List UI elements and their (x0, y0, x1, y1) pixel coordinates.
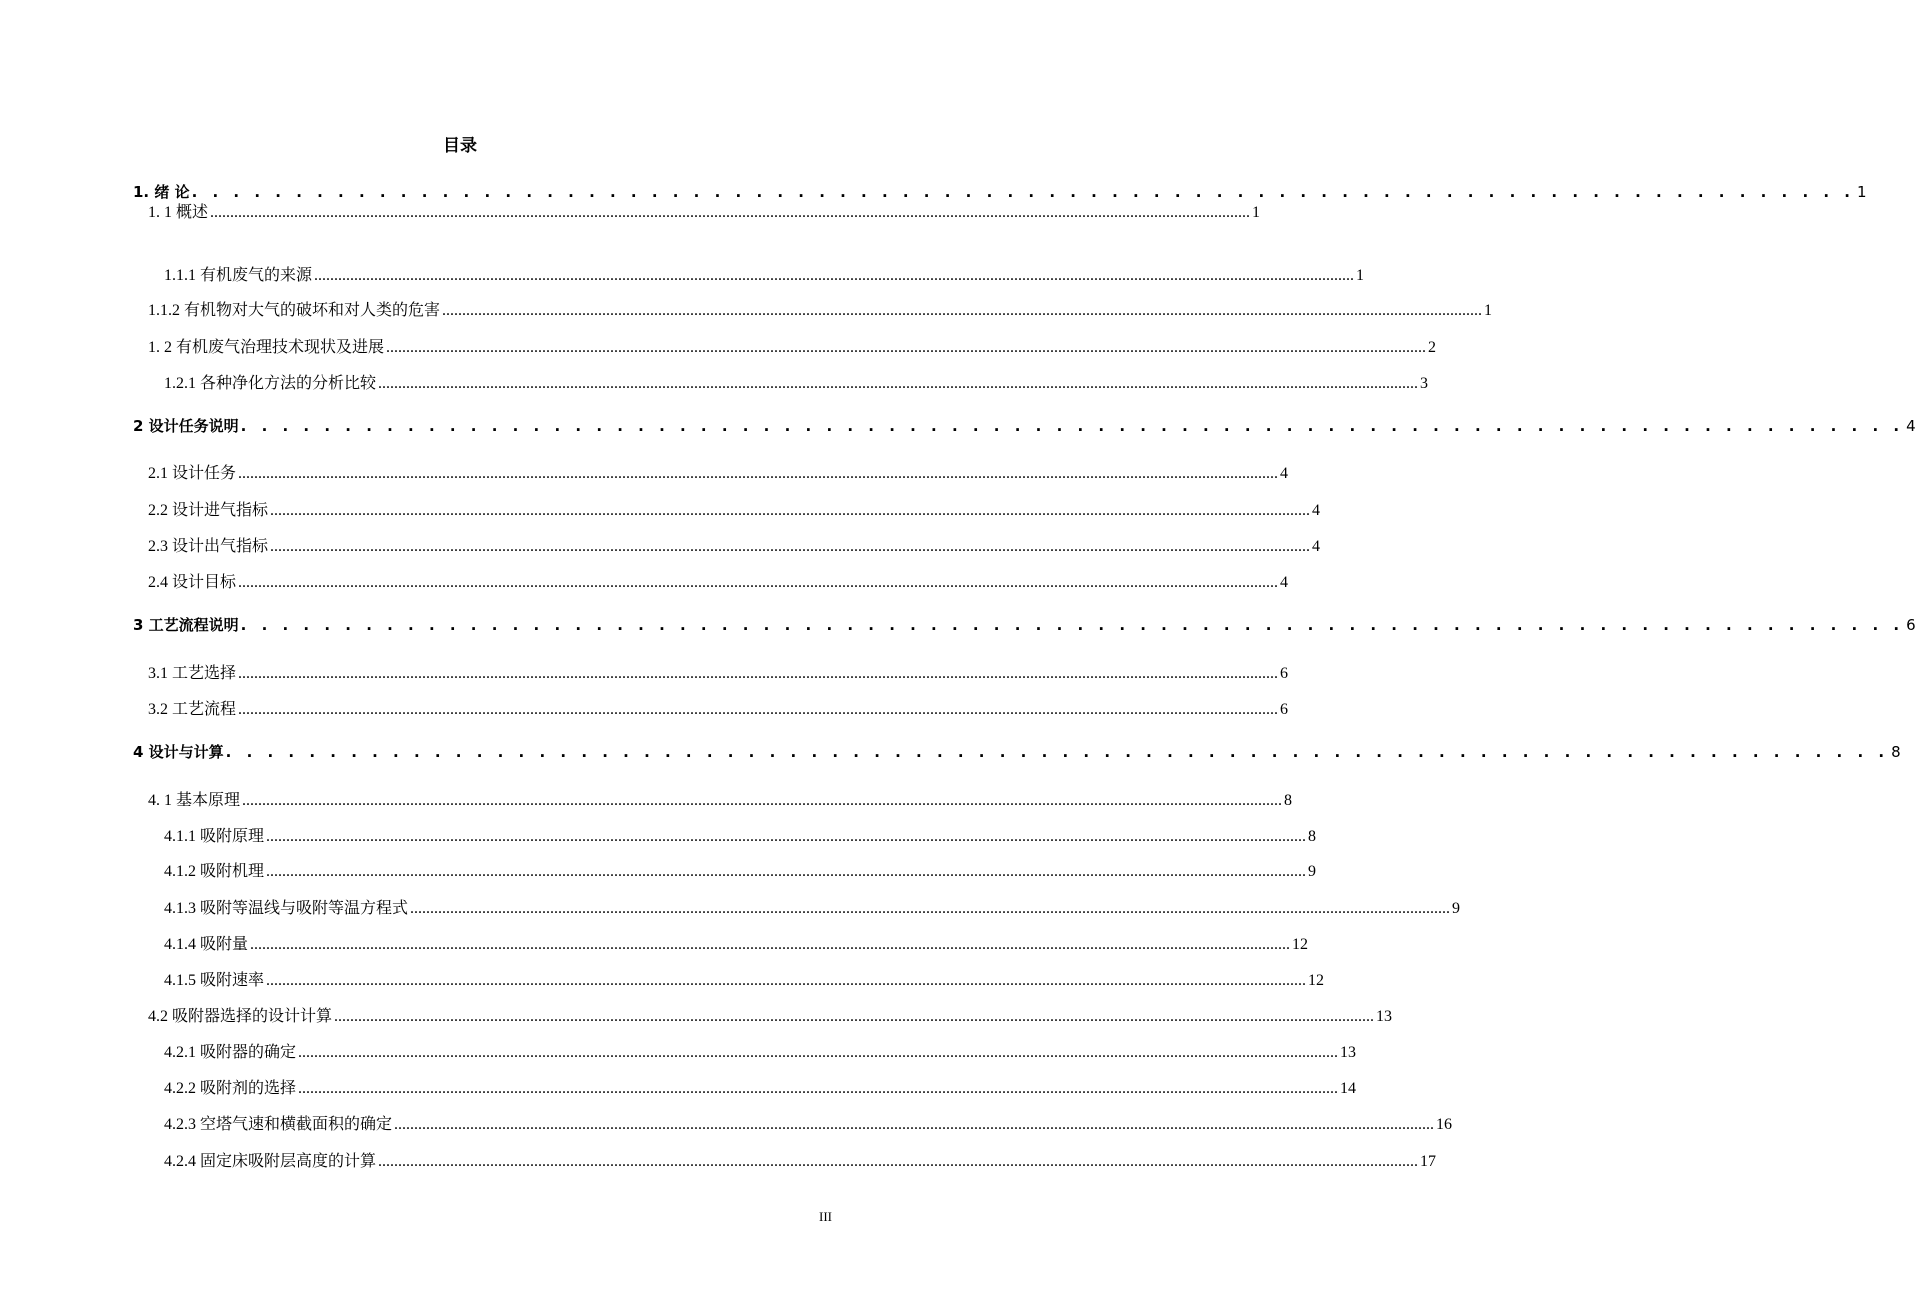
toc-entry-page: 4 (1312, 502, 1321, 519)
toc-entry-label: 4.2 吸附器选择的设计计算 (148, 1008, 333, 1025)
toc-title: 目录 (443, 136, 477, 156)
toc-leader-dots: .................................................................................................................................................................................................................................................................... (266, 828, 1307, 845)
toc-leader-dots: .................................................................................................................................................................................................................................................................... (298, 1044, 1339, 1061)
toc-entry-label: 3 工艺流程说明 (133, 616, 239, 634)
toc-leader-dots: .................................................................................................................................................................................................................................................................... (210, 204, 1251, 221)
toc-entry[interactable] (164, 823, 1317, 846)
toc-entry[interactable] (164, 967, 1325, 990)
toc-entry[interactable] (148, 569, 1289, 592)
toc-entry-page: 4 (1906, 417, 1916, 435)
toc-entry-page: 2 (1428, 339, 1437, 356)
toc-entry[interactable] (164, 370, 1429, 393)
toc-entry-label: 4.2.4 固定床吸附层高度的计算 (164, 1153, 377, 1170)
toc-entry[interactable] (148, 460, 1289, 483)
toc-leader-dots: .................................................................................................................................................................................................................................................................... (378, 375, 1419, 392)
toc-entry-label: 1. 2 有机废气治理技术现状及进展 (148, 339, 385, 356)
toc-entry-page: 9 (1452, 900, 1461, 917)
toc-entry[interactable] (164, 895, 1461, 918)
toc-entry-page: 1 (1356, 267, 1365, 284)
toc-leader-dots: .................................................................................................................................................................................................................................................................... (270, 538, 1311, 555)
toc-entry-page: 12 (1292, 936, 1309, 953)
toc-entry-label: 2.1 设计任务 (148, 465, 237, 482)
toc-entry-page: 12 (1308, 972, 1325, 989)
toc-leader-dots: .................................................................................................................................................................................................................................................................... (238, 574, 1279, 591)
toc-entry[interactable] (133, 614, 1916, 635)
toc-entry-page: 4 (1280, 574, 1289, 591)
toc-entry-page: 6 (1906, 616, 1916, 634)
toc-leader-dots: .................................................................................................................................................................................................................................................................... (378, 1153, 1419, 1170)
toc-entry[interactable] (148, 1003, 1393, 1026)
toc-entry-label: 1. 1 概述 (148, 204, 209, 221)
toc-entry[interactable] (148, 660, 1289, 683)
toc-entry-label: 4. 1 基本原理 (148, 792, 241, 809)
toc-entry-page: 8 (1308, 828, 1317, 845)
toc-entry-label: 2.4 设计目标 (148, 574, 237, 591)
toc-entry-page: 13 (1376, 1008, 1393, 1025)
toc-leader-dots: .................................................................................................................................................................................................................................................................... (410, 900, 1451, 917)
toc-entry[interactable] (164, 1111, 1453, 1134)
toc-leader-dots: .................................................................................................................................................................................................................................................................... (314, 267, 1355, 284)
toc-entry[interactable] (164, 262, 1365, 285)
toc-entry-page: 3 (1420, 375, 1429, 392)
toc-leader-dots: .................................................................................................................................................................................................................................................................... (442, 302, 1483, 319)
toc-entry-page: 8 (1891, 743, 1901, 761)
toc-leader-dots: . . . . . . . . . . . . . . . . . . . . . . . . . . . . . . . . . . . . . . . . . . . . . . . . . . . . . . . . . . . . . . . . . . . . . . . . . . . . . . . . (225, 743, 1890, 761)
toc-entry-label: 1.1.1 有机废气的来源 (164, 267, 313, 284)
toc-leader-dots: .................................................................................................................................................................................................................................................................... (238, 465, 1279, 482)
toc-entry-label: 2 设计任务说明 (133, 417, 239, 435)
toc-entry-label: 4.1.2 吸附机理 (164, 863, 265, 880)
toc-entry-label: 4.2.1 吸附器的确定 (164, 1044, 297, 1061)
toc-entry[interactable] (148, 297, 1493, 320)
toc-leader-dots: . . . . . . . . . . . . . . . . . . . . . . . . . . . . . . . . . . . . . . . . . . . . . . . . . . . . . . . . . . . . . . . . . . . . . . . . . . . . . . . . (240, 616, 1905, 634)
toc-entry-label: 4.2.2 吸附剂的选择 (164, 1080, 297, 1097)
toc-entry-page: 9 (1308, 863, 1317, 880)
toc-entry[interactable] (148, 533, 1321, 556)
toc-entry-label: 1.2.1 各种净化方法的分析比较 (164, 375, 377, 392)
toc-entry-label: 4.1.5 吸附速率 (164, 972, 265, 989)
toc-entry[interactable] (133, 415, 1916, 436)
toc-entry[interactable] (164, 1075, 1357, 1098)
toc-leader-dots: .................................................................................................................................................................................................................................................................... (238, 665, 1279, 682)
toc-entry[interactable] (148, 497, 1321, 520)
toc-leader-dots: . . . . . . . . . . . . . . . . . . . . . . . . . . . . . . . . . . . . . . . . . . . . . . . . . . . . . . . . . . . . . . . . . . . . . . . . . . . . . . . . (240, 417, 1905, 435)
toc-entry[interactable] (148, 787, 1293, 810)
toc-entry-page: 13 (1340, 1044, 1357, 1061)
toc-entry-page: 4 (1280, 465, 1289, 482)
toc-entry-label: 3.1 工艺选择 (148, 665, 237, 682)
toc-entry-label: 1.1.2 有机物对大气的破坏和对人类的危害 (148, 302, 441, 319)
toc-leader-dots: .................................................................................................................................................................................................................................................................... (386, 339, 1427, 356)
toc-entry-label: 4.1.4 吸附量 (164, 936, 249, 953)
toc-entry-page: 6 (1280, 701, 1289, 718)
toc-entry[interactable] (148, 334, 1437, 357)
toc-entry-page: 1 (1857, 183, 1867, 201)
toc-leader-dots: .................................................................................................................................................................................................................................................................... (270, 502, 1311, 519)
toc-entry[interactable] (164, 858, 1317, 881)
toc-leader-dots: .................................................................................................................................................................................................................................................................... (394, 1116, 1435, 1133)
toc-entry-page: 4 (1312, 538, 1321, 555)
toc-entry-page: 16 (1436, 1116, 1453, 1133)
toc-leader-dots: .................................................................................................................................................................................................................................................................... (334, 1008, 1375, 1025)
toc-entry-page: 1 (1252, 204, 1261, 221)
page-number: III (819, 1209, 832, 1224)
toc-entry-label: 4.2.3 空塔气速和横截面积的确定 (164, 1116, 393, 1133)
toc-leader-dots: . . . . . . . . . . . . . . . . . . . . . . . . . . . . . . . . . . . . . . . . . . . . . . . . . . . . . . . . . . . . . . . . . . . . . . . . . . . . . . . . (191, 183, 1856, 201)
toc-entry-label: 2.3 设计出气指标 (148, 538, 269, 555)
toc-entry-label: 2.2 设计进气指标 (148, 502, 269, 519)
toc-leader-dots: .................................................................................................................................................................................................................................................................... (266, 863, 1307, 880)
toc-leader-dots: .................................................................................................................................................................................................................................................................... (242, 792, 1283, 809)
toc-entry-label: 4 设计与计算 (133, 743, 224, 761)
toc-entry[interactable] (148, 199, 1261, 222)
toc-entry-label: 1. 绪 论 (133, 183, 190, 201)
toc-leader-dots: .................................................................................................................................................................................................................................................................... (266, 972, 1307, 989)
toc-entry[interactable] (164, 1148, 1437, 1171)
toc-entry[interactable] (133, 741, 1901, 762)
toc-entry-label: 4.1.3 吸附等温线与吸附等温方程式 (164, 900, 409, 917)
toc-entry-label: 3.2 工艺流程 (148, 701, 237, 718)
toc-entry-page: 17 (1420, 1153, 1437, 1170)
toc-entry-page: 14 (1340, 1080, 1357, 1097)
toc-entry-page: 1 (1484, 302, 1493, 319)
toc-leader-dots: .................................................................................................................................................................................................................................................................... (238, 701, 1279, 718)
toc-entry-page: 6 (1280, 665, 1289, 682)
toc-leader-dots: .................................................................................................................................................................................................................................................................... (250, 936, 1291, 953)
toc-leader-dots: .................................................................................................................................................................................................................................................................... (298, 1080, 1339, 1097)
toc-entry-page: 8 (1284, 792, 1293, 809)
toc-entry[interactable] (164, 1039, 1357, 1062)
toc-entry-label: 4.1.1 吸附原理 (164, 828, 265, 845)
toc-entry[interactable] (148, 696, 1289, 719)
toc-entry[interactable] (164, 931, 1309, 954)
